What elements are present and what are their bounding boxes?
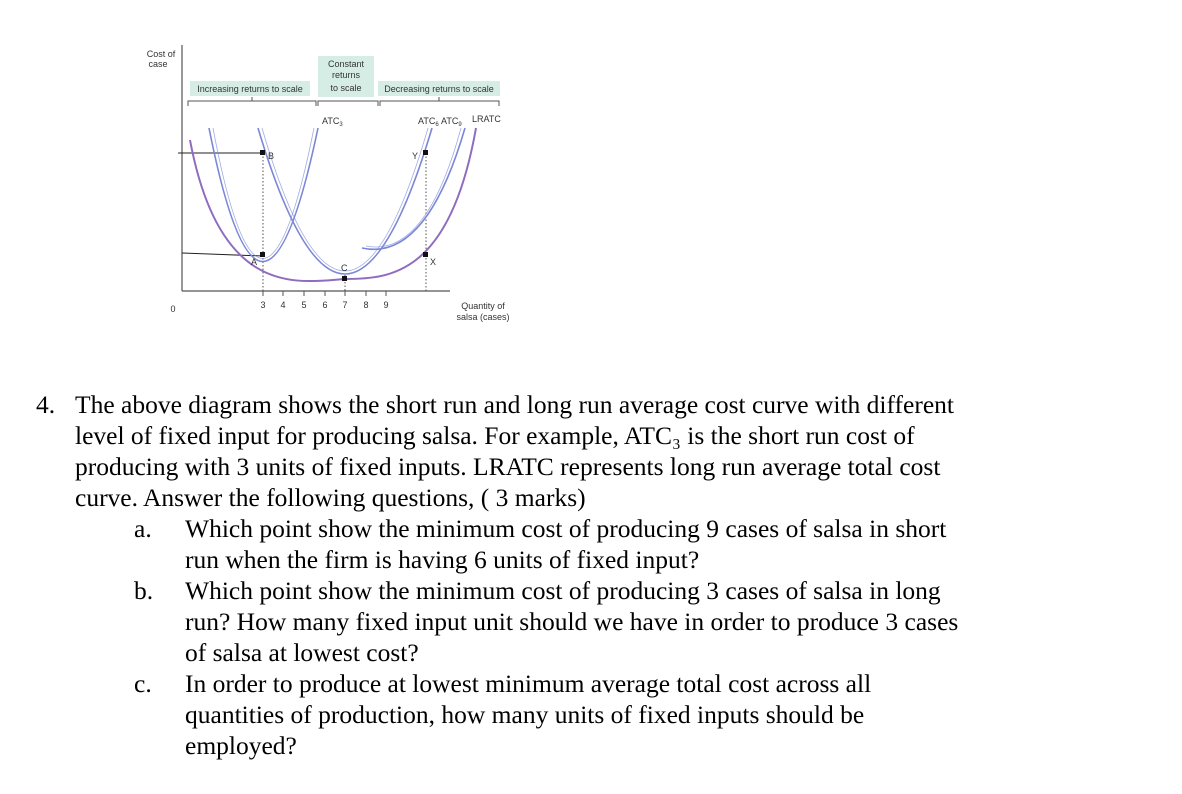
lratc-label: LRATC	[472, 114, 501, 124]
item-b-letter: b.	[134, 576, 154, 605]
item-c-line-2: quantities of production, how many units of fixed inputs should be	[185, 700, 865, 729]
cost-curve-figure	[0, 0, 1182, 380]
atc9-curve-inner	[366, 128, 461, 247]
item-c-line-3: employed?	[185, 731, 297, 760]
x-tick-label-6: 6	[322, 300, 328, 310]
question-line-1: The above diagram shows the short run and long run average cost curve with different	[75, 390, 955, 419]
point-x-marker	[423, 252, 428, 257]
x-axis-label-line2: salsa (cases)	[456, 312, 510, 322]
atc9-curve	[362, 128, 465, 249]
x-axis-label-line1: Quantity of	[461, 301, 505, 311]
x-tick-label-3: 3	[260, 300, 266, 310]
y-axis-label-line1: Cost of	[146, 49, 176, 59]
bracket-increasing	[188, 101, 316, 106]
item-b-line-2: run? How many fixed input unit should we have in order to produce 3 cases	[185, 607, 959, 636]
point-a-marker	[260, 252, 265, 257]
point-c-marker	[342, 276, 347, 281]
atc6-label: $ATC_6$	[418, 116, 439, 128]
x-tick-label-7: 7	[342, 300, 348, 310]
bracket-decreasing	[380, 101, 499, 106]
point-x-label: X	[430, 257, 437, 267]
x-tick-label-5: 5	[301, 300, 307, 310]
points	[251, 150, 436, 281]
atc9-label: $ATC_9$	[441, 116, 462, 128]
region-label-constant-line3: to scale	[330, 83, 362, 93]
region-label-increasing: Increasing returns to scale	[197, 84, 303, 94]
point-a-label: A	[251, 257, 258, 267]
question-number: 4.	[36, 390, 56, 419]
item-a-letter: a.	[134, 514, 152, 543]
point-c-label: C	[341, 263, 348, 273]
x-ticks	[260, 291, 388, 310]
point-b-marker	[260, 150, 265, 155]
point-y-marker	[423, 150, 428, 155]
item-b-line-1: Which point show the minimum cost of producing 3 cases of salsa in long	[185, 576, 941, 605]
item-a-line-2: run when the firm is having 6 units of fixed input?	[185, 545, 700, 574]
x-tick-label-8: 8	[363, 300, 369, 310]
point-b-label: B	[268, 151, 275, 161]
cost-curve-chart	[0, 0, 1182, 380]
region-brackets	[188, 97, 499, 106]
question-line-4: curve. Answer the following questions, ( 3 marks)	[75, 483, 586, 512]
item-c-letter: c.	[134, 669, 152, 698]
item-b-line-3: of salsa at lowest cost?	[185, 638, 419, 667]
region-label-constant-line1: Constant	[327, 59, 365, 69]
x-tick-label-4: 4	[280, 300, 286, 310]
item-c-line-1: In order to produce at lowest minimum average total cost across all	[185, 669, 872, 698]
atc6-curve	[258, 128, 432, 274]
atc3-label: $ATC_3$	[322, 116, 343, 128]
y-axis-label-line2: case	[148, 59, 168, 69]
bracket-constant	[318, 101, 378, 106]
question-line-2: level of fixed input for producing salsa. For example, ATC₃ is the short run cost of	[75, 421, 915, 450]
atc6-curve-inner	[262, 128, 428, 271]
item-a-line-1: Which point show the minimum cost of producing 9 cases of salsa in short	[185, 514, 947, 543]
region-label-decreasing: Decreasing returns to scale	[384, 84, 494, 94]
x-tick-label-9: 9	[383, 300, 389, 310]
origin-label: 0	[170, 304, 176, 314]
region-label-constant-line2: returns	[331, 70, 361, 80]
question-line-3: producing with 3 units of fixed inputs. LRATC represents long run average total cost	[75, 452, 941, 481]
point-y-label: Y	[412, 151, 419, 161]
